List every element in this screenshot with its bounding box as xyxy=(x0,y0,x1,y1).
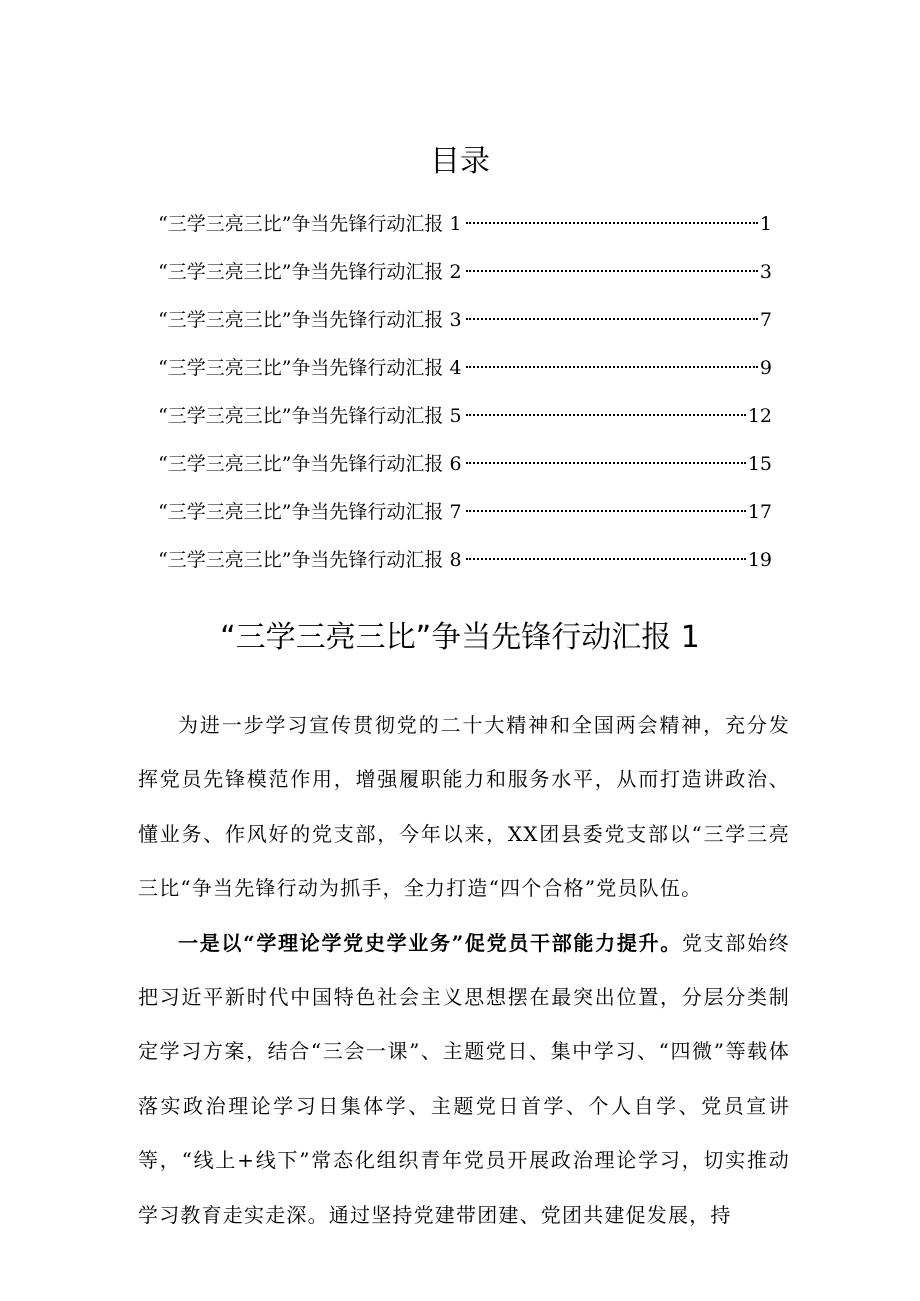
table-of-contents xyxy=(158,204,772,588)
toc-dot-leader xyxy=(466,414,746,416)
toc-page-number: 1 xyxy=(759,213,772,235)
paragraph-body-text: 党支部始终把习近平新时代中国特色社会主义思想摆在最突出位置，分层分类制定学习方案，结合“三会一课”、主题党日、集中学习、“四微”等载体落实政治理论学习日集体学、主题党日首学、个人自学、党员宣讲等，“线上+线下”常态化组织青年党员开展政治理论学习，切实推动学习教育走实走深。通过坚持党建带团建、党团共建促发展，持 xyxy=(138,930,790,1227)
toc-dot-leader xyxy=(466,366,758,368)
toc-entry-8[interactable] xyxy=(158,540,772,588)
paragraph-section-one xyxy=(138,916,790,1242)
paragraph-lead-heading: 一是以“学理论学党史学业务”促党员干部能力提升。 xyxy=(178,930,682,955)
toc-dot-leader xyxy=(466,510,746,512)
toc-entry-5[interactable] xyxy=(158,396,772,444)
toc-entry-text: “三学三亮三比”争当先锋行动汇报 1 xyxy=(158,213,462,235)
toc-entry-text: “三学三亮三比”争当先锋行动汇报 6 xyxy=(158,453,462,475)
toc-dot-leader xyxy=(466,222,758,224)
toc-title: 目录 xyxy=(430,144,490,179)
toc-entry-2[interactable] xyxy=(158,252,772,300)
toc-dot-leader xyxy=(466,318,758,320)
toc-entry-text: “三学三亮三比”争当先锋行动汇报 2 xyxy=(158,261,462,283)
toc-page-number: 12 xyxy=(747,405,772,427)
toc-page-number: 15 xyxy=(747,453,772,475)
toc-dot-leader xyxy=(466,558,746,560)
toc-dot-leader xyxy=(466,270,758,272)
document-title: “三学三亮三比”争当先锋行动汇报 1 xyxy=(220,620,700,655)
toc-page-number: 7 xyxy=(759,309,772,331)
document-body xyxy=(138,698,790,1242)
toc-entry-text: “三学三亮三比”争当先锋行动汇报 8 xyxy=(158,549,462,571)
toc-entry-text: “三学三亮三比”争当先锋行动汇报 4 xyxy=(158,357,462,379)
toc-page-number: 9 xyxy=(759,357,772,379)
toc-entry-7[interactable] xyxy=(158,492,772,540)
toc-entry-text: “三学三亮三比”争当先锋行动汇报 7 xyxy=(158,501,462,523)
toc-entry-text: “三学三亮三比”争当先锋行动汇报 3 xyxy=(158,309,462,331)
toc-entry-6[interactable] xyxy=(158,444,772,492)
toc-dot-leader xyxy=(466,462,746,464)
toc-entry-3[interactable] xyxy=(158,300,772,348)
toc-entry-4[interactable] xyxy=(158,348,772,396)
toc-page-number: 17 xyxy=(747,501,772,523)
toc-entry-text: “三学三亮三比”争当先锋行动汇报 5 xyxy=(158,405,462,427)
paragraph-intro: 为进一步学习宣传贯彻党的二十大精神和全国两会精神，充分发挥党员先锋模范作用，增强履职能力和服务水平，从而打造讲政治、懂业务、作风好的党支部，今年以来，XX团县委党支部以“三学三亮三比“争当先锋行动为抓手，全力打造“四个合格”党员队伍。 xyxy=(138,713,790,901)
toc-page-number: 19 xyxy=(747,549,772,571)
toc-entry-1[interactable] xyxy=(158,204,772,252)
toc-page-number: 3 xyxy=(759,261,772,283)
